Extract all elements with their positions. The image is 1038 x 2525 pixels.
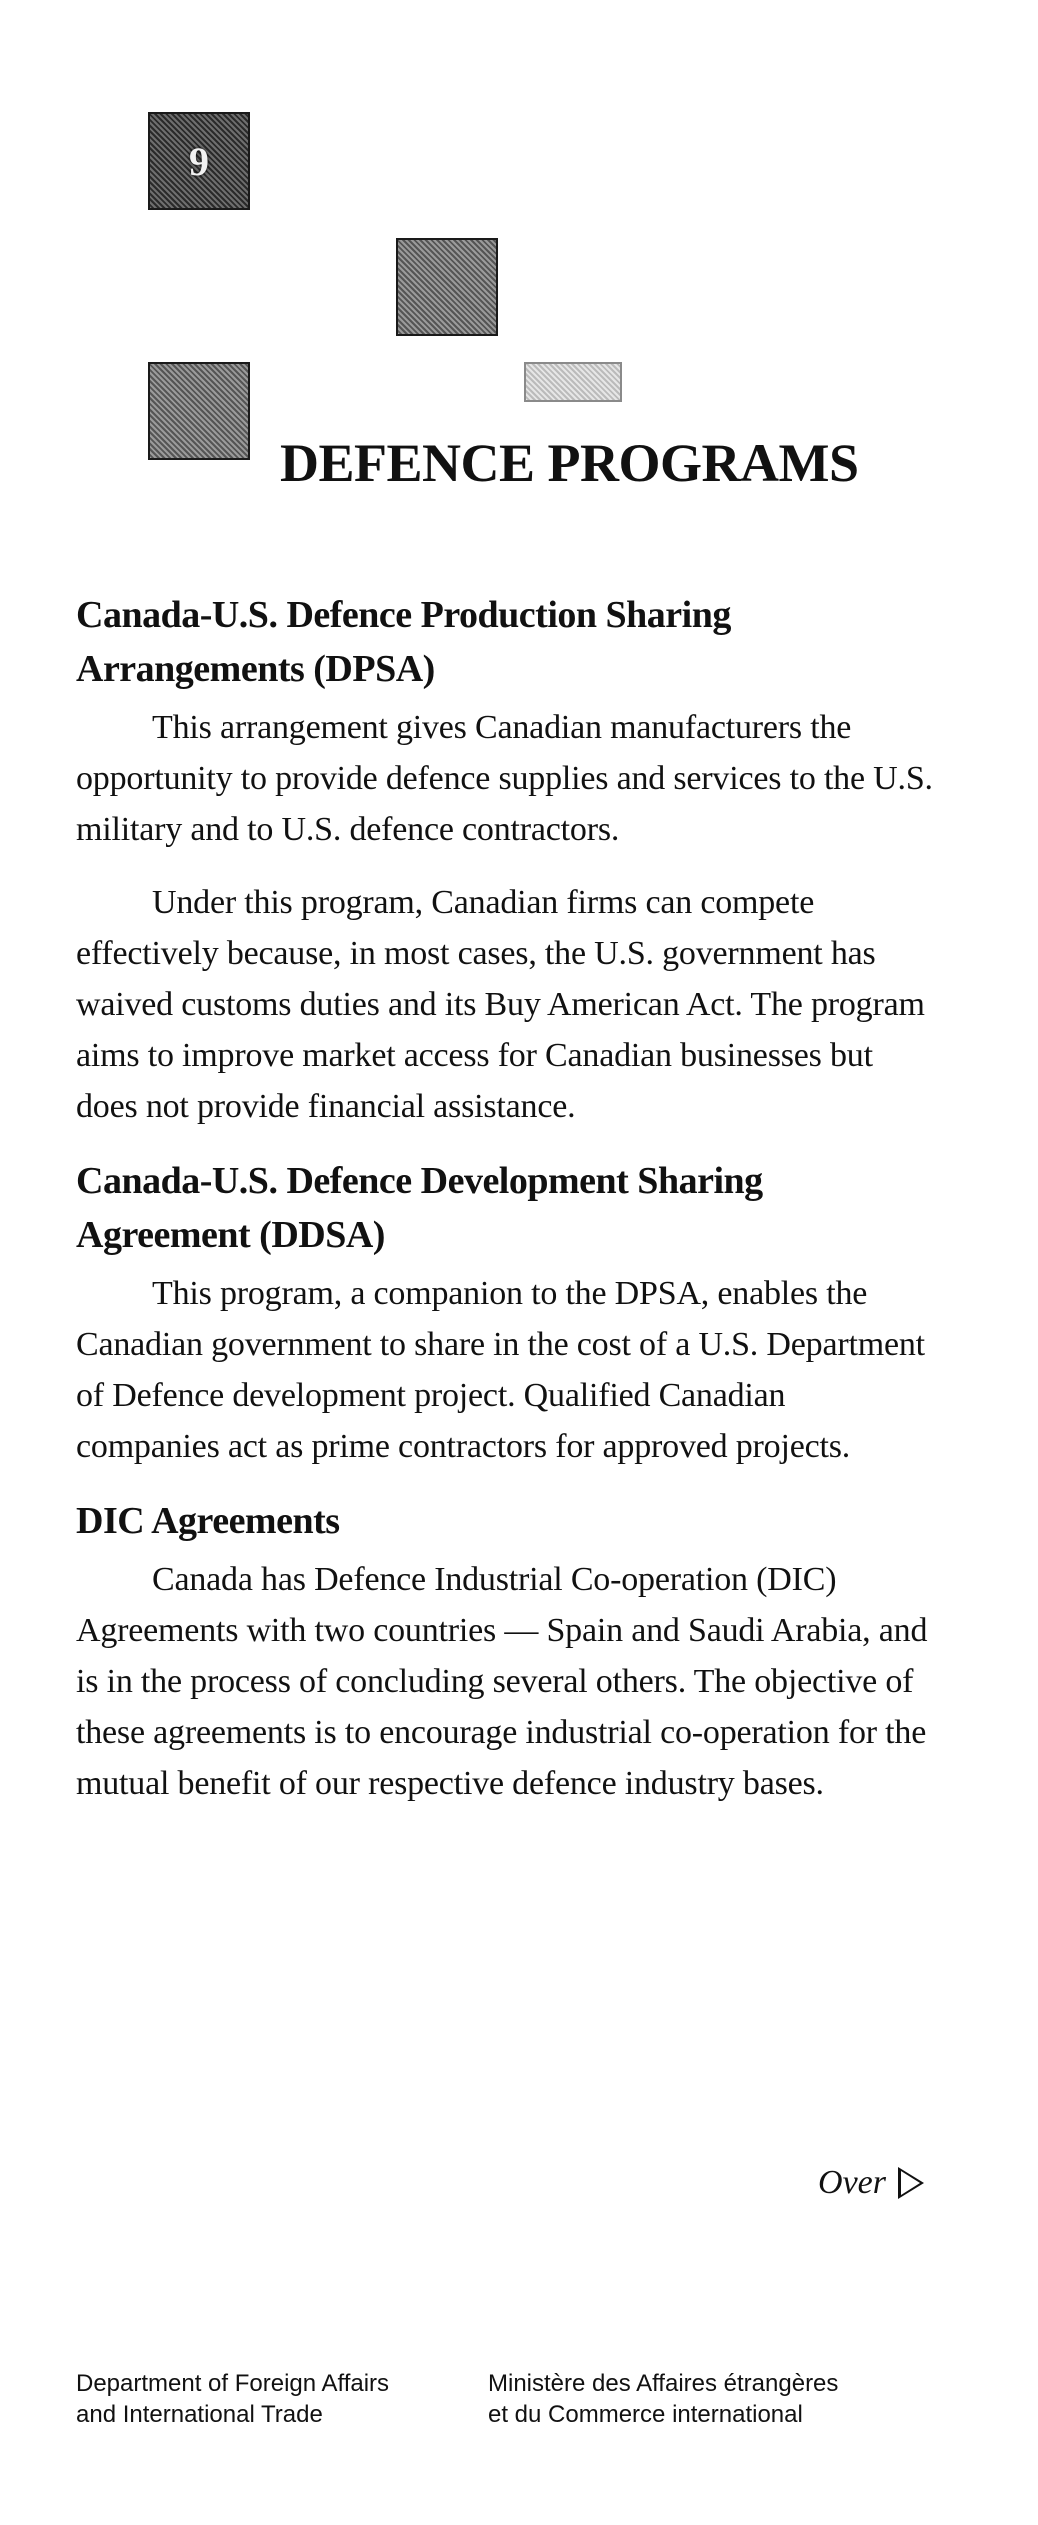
section-heading-line2: Arrangements (DPSA)	[76, 648, 435, 690]
page-title: DEFENCE PROGRAMS	[280, 433, 859, 494]
section-heading	[76, 1154, 936, 1262]
footer-english	[76, 2368, 389, 2430]
section-paragraph: Canada has Defence Industrial Co-operation (DIC) Agreements with two countries — Spain and Saudi Arabia, and is in the process of concluding several others. The objective of these agreements is to encourage industrial co-operation for the mutual benefit of our respective defence industry bases.	[76, 1561, 928, 1802]
section-paragraph: This arrangement gives Canadian manufacturers the opportunity to provide defence supplies and services to the U.S. military and to U.S. defence contractors.	[76, 709, 933, 848]
footer-fr-line2: et du Commerce international	[488, 2401, 803, 2428]
over-link[interactable]	[818, 2164, 924, 2202]
section-heading	[76, 1494, 936, 1548]
section-ddsa	[76, 1154, 936, 1472]
footer-en-line2: and International Trade	[76, 2401, 323, 2428]
footer-french	[488, 2368, 838, 2430]
section-heading-line1: Canada-U.S. Defence Production Sharing	[76, 594, 731, 636]
main-content	[76, 588, 936, 1831]
section-dic	[76, 1494, 936, 1809]
chapter-number: 9	[189, 138, 209, 184]
decorative-block-faint	[524, 362, 622, 402]
right-triangle-icon	[898, 2167, 924, 2199]
decorative-block-middle	[396, 238, 498, 336]
footer-en-line1: Department of Foreign Affairs	[76, 2370, 390, 2397]
decorative-block-left	[148, 362, 250, 460]
footer-fr-line1: Ministère des Affaires étrangères	[488, 2370, 839, 2397]
chapter-number-block	[148, 112, 250, 210]
section-paragraph: This program, a companion to the DPSA, enables the Canadian government to share in the cost of a U.S. Department of Defence development project. Qualified Canadian companies act as prime contractors for approved projects.	[76, 1275, 925, 1465]
over-label: Over	[818, 2164, 886, 2201]
section-dpsa	[76, 588, 936, 1132]
section-paragraph: Under this program, Canadian firms can compete effectively because, in most cases, the U.S. government has waived customs duties and its Buy American Act. The program aims to improve market access for Canadian businesses but does not provide financial assistance.	[76, 884, 925, 1125]
section-heading-line1: Canada-U.S. Defence Development Sharing	[76, 1160, 763, 1202]
section-heading	[76, 588, 936, 696]
section-heading-line2: Agreement (DDSA)	[76, 1214, 385, 1256]
section-heading-line1: DIC Agreements	[76, 1500, 340, 1542]
